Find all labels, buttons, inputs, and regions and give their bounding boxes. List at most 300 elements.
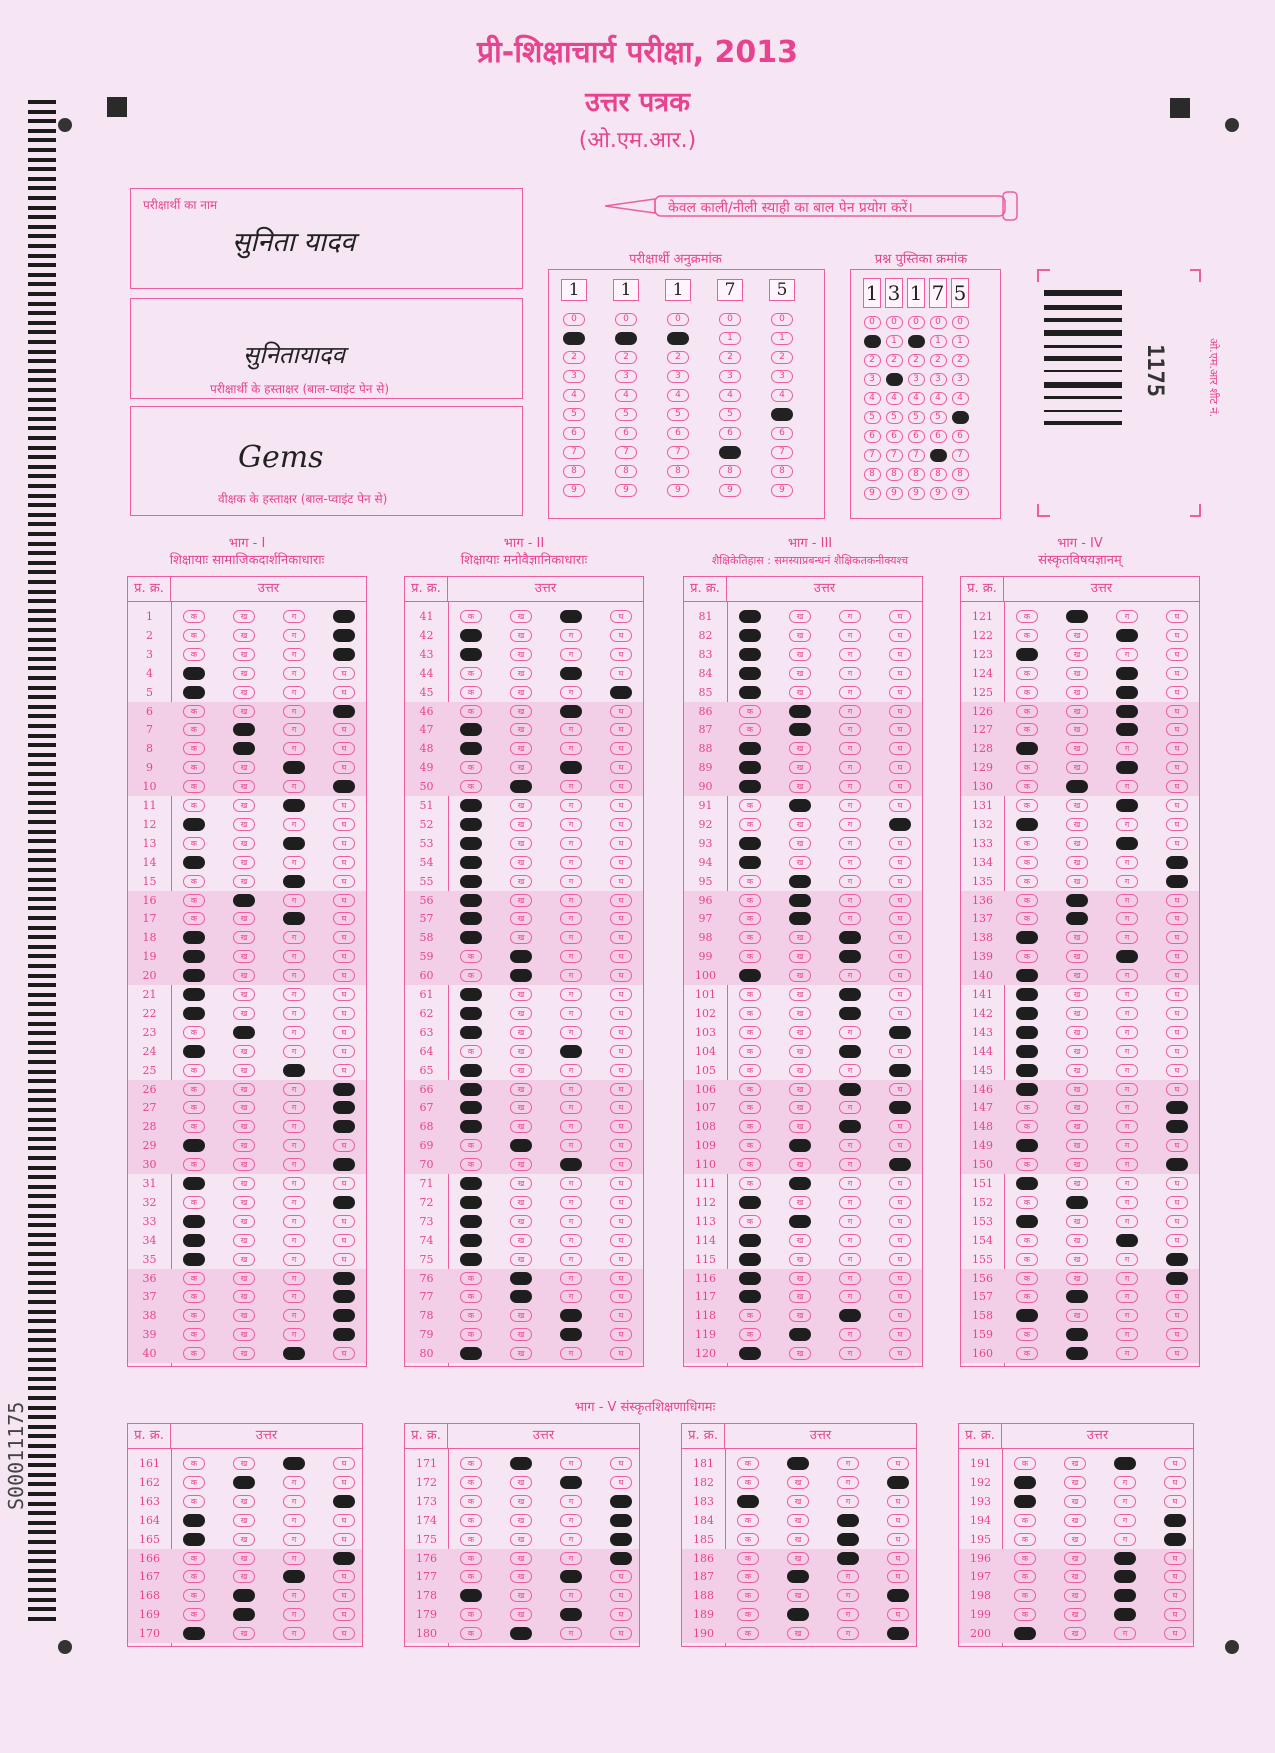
answer-row — [405, 1098, 643, 1117]
question-number: 52 — [419, 817, 434, 831]
answer-bubble — [1066, 1196, 1088, 1209]
answer-bubble: ख — [1066, 1234, 1088, 1247]
answer-bubble: घ — [1166, 1064, 1188, 1077]
digit-bubble: 8 — [864, 468, 881, 481]
answer-bubble: घ — [610, 1234, 632, 1247]
timing-mark — [28, 1348, 56, 1352]
answer-bubble: ग — [283, 1309, 305, 1322]
answer-bubble: ग — [283, 1234, 305, 1247]
answer-row — [405, 702, 643, 721]
question-number: 165 — [139, 1532, 160, 1546]
answer-bubble: घ — [610, 837, 632, 850]
question-number: 136 — [972, 893, 993, 907]
digit-bubble: 2 — [615, 351, 637, 364]
question-number: 32 — [142, 1195, 157, 1209]
answer-bubble — [889, 1158, 911, 1171]
answer-bubble — [1114, 1570, 1136, 1583]
digit-value: 5 — [769, 279, 795, 301]
answer-bubble: घ — [610, 761, 632, 774]
timing-mark — [28, 1194, 56, 1198]
timing-mark — [28, 206, 56, 210]
timing-mark — [28, 273, 56, 277]
question-number: 114 — [695, 1233, 716, 1247]
answer-bubble: ख — [1066, 761, 1088, 774]
answer-bubble: घ — [889, 1045, 911, 1058]
question-number: 172 — [416, 1475, 437, 1489]
answer-bubble: घ — [610, 969, 632, 982]
timing-mark — [28, 503, 56, 507]
answer-bubble: ख — [1066, 1309, 1088, 1322]
timing-mark — [28, 839, 56, 843]
barcode-bar — [1044, 410, 1122, 412]
answer-bubble: क — [460, 950, 482, 963]
answer-bubble: घ — [889, 1253, 911, 1266]
answer-bubble: ख — [233, 629, 255, 642]
answer-bubble — [560, 1045, 582, 1058]
timing-mark — [28, 1271, 56, 1275]
answer-bubble: ग — [560, 780, 582, 793]
question-number: 95 — [698, 874, 713, 888]
answer-bubble — [283, 1347, 305, 1360]
answer-row — [405, 758, 643, 777]
answer-bubble: ग — [560, 1215, 582, 1228]
answer-bubble: ग — [283, 705, 305, 718]
answer-row — [128, 1117, 366, 1136]
question-number: 112 — [695, 1195, 716, 1209]
digit-bubble: 4 — [908, 392, 925, 405]
answer-bubble: ग — [837, 1570, 859, 1583]
answer-bubble: ग — [839, 1158, 861, 1171]
answer-row — [959, 1567, 1193, 1586]
answer-bubble — [333, 780, 355, 793]
answer-row — [128, 739, 366, 758]
answer-bubble — [460, 1196, 482, 1209]
timing-mark — [28, 1569, 56, 1573]
answer-bubble: ख — [1064, 1457, 1086, 1470]
digit-bubble: 6 — [563, 427, 585, 440]
answer-row — [128, 1344, 366, 1363]
answer-bubble — [839, 1007, 861, 1020]
answer-row — [684, 1098, 922, 1117]
timing-mark — [28, 177, 56, 181]
answer-row — [684, 1250, 922, 1269]
answer-bubble — [510, 780, 532, 793]
timing-mark — [28, 1070, 56, 1074]
answer-bubble: घ — [610, 742, 632, 755]
answer-bubble: ग — [283, 1495, 305, 1508]
answer-bubble: क — [183, 1120, 205, 1133]
answer-bubble: ख — [789, 1347, 811, 1360]
answer-bubble: क — [460, 780, 482, 793]
question-number: 89 — [698, 761, 713, 775]
timing-mark — [28, 1550, 56, 1554]
timing-mark — [28, 897, 56, 901]
answer-row — [684, 796, 922, 815]
answer-bubble: ख — [510, 1608, 532, 1621]
answer-row — [405, 872, 643, 891]
answer-bubble: घ — [889, 1120, 911, 1133]
answer-bubble: ख — [233, 1139, 255, 1152]
answer-row — [405, 834, 643, 853]
answer-bubble: घ — [610, 1570, 632, 1583]
answer-row — [128, 1306, 366, 1325]
question-number: 153 — [972, 1214, 993, 1228]
answer-bubble: ख — [789, 1272, 811, 1285]
timing-mark — [28, 426, 56, 430]
timing-mark — [28, 369, 56, 373]
timing-mark — [28, 234, 56, 238]
answer-bubble: घ — [1166, 1007, 1188, 1020]
question-number: 49 — [419, 761, 434, 775]
question-number: 174 — [416, 1513, 437, 1527]
answer-block-header — [684, 577, 922, 602]
answer-bubble: ख — [510, 1045, 532, 1058]
digit-bubble: 5 — [719, 408, 741, 421]
answer-row — [684, 1212, 922, 1231]
timing-mark — [28, 215, 56, 219]
answer-row — [684, 1325, 922, 1344]
answer-bubble: घ — [610, 1476, 632, 1489]
timing-mark — [28, 906, 56, 910]
answer-row — [961, 985, 1199, 1004]
answer-bubble: क — [1016, 875, 1038, 888]
answer-row — [959, 1511, 1193, 1530]
answer-bubble: ख — [789, 1290, 811, 1303]
answer-row — [684, 1080, 922, 1099]
answer-bubble: ख — [233, 818, 255, 831]
timing-mark — [28, 772, 56, 776]
answer-bubble — [789, 1328, 811, 1341]
answer-bubble — [789, 875, 811, 888]
timing-mark — [28, 100, 56, 104]
answer-row — [405, 1080, 643, 1099]
answer-bubble — [183, 1533, 205, 1546]
digit-bubble: 3 — [930, 373, 947, 386]
digit-bubble: 2 — [563, 351, 585, 364]
answer-row — [128, 683, 366, 702]
answer-bubble: ग — [560, 818, 582, 831]
answer-row — [684, 1344, 922, 1363]
digit-value: 1 — [863, 278, 881, 308]
digit-bubble: 7 — [864, 449, 881, 462]
answer-bubble: घ — [610, 1272, 632, 1285]
timing-mark — [28, 820, 56, 824]
answer-bubble: घ — [889, 799, 911, 812]
question-number: 29 — [142, 1139, 157, 1153]
answer-bubble — [1166, 1253, 1188, 1266]
digit-bubble: 8 — [719, 465, 741, 478]
answer-bubble — [1016, 1083, 1038, 1096]
digit-value: 1 — [561, 279, 587, 301]
answer-bubble: ग — [839, 1290, 861, 1303]
timing-mark — [28, 935, 56, 939]
answer-row — [405, 739, 643, 758]
answer-bubble: क — [460, 705, 482, 718]
answer-row — [961, 928, 1199, 947]
timing-mark — [28, 570, 56, 574]
answer-bubble: ग — [283, 1158, 305, 1171]
answer-bubble: घ — [333, 1253, 355, 1266]
timing-mark — [28, 974, 56, 978]
answer-bubble: ख — [510, 667, 532, 680]
answer-bubble: घ — [333, 931, 355, 944]
answer-bubble — [460, 1253, 482, 1266]
answer-row — [684, 720, 922, 739]
answer-bubble: घ — [610, 1328, 632, 1341]
answer-bubble: घ — [889, 931, 911, 944]
question-number: 200 — [970, 1627, 991, 1641]
answer-bubble: क — [1014, 1608, 1036, 1621]
answer-row — [961, 1080, 1199, 1099]
question-number: 81 — [698, 610, 713, 623]
answer-bubble: ख — [789, 1120, 811, 1133]
digit-bubble: 8 — [667, 465, 689, 478]
timing-mark — [28, 580, 56, 584]
answer-bubble: ख — [1064, 1514, 1086, 1527]
answer-bubble: ग — [839, 837, 861, 850]
answer-bubble: ग — [283, 629, 305, 642]
digit-bubble: 4 — [719, 389, 741, 402]
answer-row — [405, 1454, 639, 1473]
answer-bubble: ख — [233, 761, 255, 774]
answer-bubble — [1116, 723, 1138, 736]
digit-bubble: 9 — [952, 487, 969, 500]
answer-bubble: ग — [1116, 1026, 1138, 1039]
answer-bubble — [610, 1533, 632, 1546]
timing-mark — [28, 647, 56, 651]
answer-bubble: ग — [560, 1552, 582, 1565]
question-number: 187 — [693, 1570, 714, 1584]
answer-bubble: घ — [1166, 1215, 1188, 1228]
timing-mark — [28, 1492, 56, 1496]
barcode-bar — [1044, 318, 1122, 322]
answer-bubble — [510, 969, 532, 982]
timing-mark — [28, 474, 56, 478]
answer-bubble: ख — [789, 988, 811, 1001]
answer-bubble: क — [1016, 799, 1038, 812]
answer-bubble: घ — [610, 723, 632, 736]
digit-bubble: 0 — [864, 316, 881, 329]
answer-bubble: ख — [233, 837, 255, 850]
answer-bubble: ख — [787, 1533, 809, 1546]
answer-bubble — [1116, 950, 1138, 963]
answer-bubble: ख — [233, 1514, 255, 1527]
timing-mark — [28, 1156, 56, 1160]
answer-bubble: क — [1016, 629, 1038, 642]
answer-bubble: ख — [233, 1347, 255, 1360]
timing-mark — [28, 878, 56, 882]
question-number: 173 — [416, 1494, 437, 1508]
question-number: 145 — [972, 1063, 993, 1077]
question-number: 9 — [146, 761, 153, 775]
question-number: 15 — [142, 874, 157, 888]
timing-mark — [28, 311, 56, 315]
question-number: 168 — [139, 1589, 160, 1603]
answer-bubble: क — [183, 761, 205, 774]
answer-row — [128, 645, 366, 664]
answer-bubble: घ — [887, 1514, 909, 1527]
answer-bubble: घ — [610, 894, 632, 907]
question-number: 73 — [419, 1214, 434, 1228]
answer-bubble: क — [183, 723, 205, 736]
answer-row — [684, 891, 922, 910]
answer-row — [684, 853, 922, 872]
answer-bubble: ख — [789, 667, 811, 680]
answer-row — [684, 928, 922, 947]
answer-row — [684, 1136, 922, 1155]
question-number: 43 — [419, 647, 434, 661]
answer-bubble: ग — [283, 1290, 305, 1303]
timing-mark — [28, 666, 56, 670]
question-number: 72 — [419, 1195, 434, 1209]
answer-bubble: क — [1016, 1290, 1038, 1303]
answer-bubble: ख — [1064, 1552, 1086, 1565]
timing-mark — [28, 1338, 56, 1342]
answer-bubble: क — [739, 723, 761, 736]
question-number: 135 — [972, 874, 993, 888]
answer-bubble: ख — [510, 610, 532, 623]
answer-bubble: ख — [1066, 1139, 1088, 1152]
answer-row — [405, 1174, 643, 1193]
answer-bubble: क — [1016, 1347, 1038, 1360]
answer-row — [961, 683, 1199, 702]
answer-bubble: ग — [839, 894, 861, 907]
answer-bubble: घ — [887, 1552, 909, 1565]
answer-bubble: घ — [610, 1045, 632, 1058]
timing-mark — [28, 1377, 56, 1381]
answer-bubble: घ — [610, 1026, 632, 1039]
answer-bubble — [560, 705, 582, 718]
answer-row — [128, 1061, 366, 1080]
digit-bubble: 5 — [563, 408, 585, 421]
timing-mark — [28, 1118, 56, 1122]
answer-bubble: ख — [510, 1514, 532, 1527]
digit-bubble: 1 — [930, 335, 947, 348]
answer-bubble — [183, 686, 205, 699]
question-number: 97 — [698, 912, 713, 926]
answer-bubble — [460, 648, 482, 661]
answer-bubble — [460, 1215, 482, 1228]
answer-row — [961, 645, 1199, 664]
answer-bubble: ग — [839, 1101, 861, 1114]
question-number: 115 — [695, 1252, 716, 1266]
answer-bubble: ख — [510, 1309, 532, 1322]
question-number: 128 — [972, 742, 993, 756]
answer-row — [961, 1287, 1199, 1306]
answer-bubble — [1116, 799, 1138, 812]
timing-mark — [28, 993, 56, 997]
answer-bubble — [739, 742, 761, 755]
answer-bubble: घ — [1166, 742, 1188, 755]
question-number-header: प्र. क्र. — [959, 1424, 1002, 1448]
barcode-bar — [1044, 345, 1122, 348]
timing-mark — [28, 522, 56, 526]
answer-bubble: घ — [889, 667, 911, 680]
question-number: 164 — [139, 1513, 160, 1527]
question-number: 37 — [142, 1290, 157, 1304]
answer-row — [961, 796, 1199, 815]
digit-bubble: 1 — [771, 332, 793, 345]
answer-row — [405, 1250, 643, 1269]
answer-bubble: ग — [837, 1476, 859, 1489]
answer-bubble: घ — [1166, 1347, 1188, 1360]
answer-bubble: घ — [887, 1608, 909, 1621]
answer-bubble: घ — [610, 1007, 632, 1020]
answer-row — [961, 777, 1199, 796]
answer-bubble: क — [183, 1347, 205, 1360]
timing-mark — [28, 830, 56, 834]
answer-row — [128, 891, 366, 910]
answer-row — [684, 1004, 922, 1023]
answer-bubble — [739, 780, 761, 793]
answer-bubble — [1166, 1101, 1188, 1114]
answer-bubble: ख — [510, 1196, 532, 1209]
question-number: 99 — [698, 950, 713, 964]
answer-bubble: ग — [1116, 894, 1138, 907]
answer-bubble: घ — [610, 780, 632, 793]
answer-bubble: क — [183, 1272, 205, 1285]
answer-bubble — [789, 1139, 811, 1152]
answer-bubble: ग — [1114, 1514, 1136, 1527]
answer-bubble — [460, 799, 482, 812]
answer-bubble: ख — [789, 837, 811, 850]
answer-bubble — [610, 1514, 632, 1527]
answer-bubble: घ — [610, 1589, 632, 1602]
answer-bubble: ख — [1066, 799, 1088, 812]
answer-row — [682, 1605, 916, 1624]
answer-bubble: ख — [787, 1627, 809, 1640]
answer-bubble: ख — [510, 1234, 532, 1247]
answer-bubble: घ — [333, 1234, 355, 1247]
answer-bubble: घ — [610, 1253, 632, 1266]
registration-mark — [107, 97, 127, 117]
answer-bubble: ख — [1066, 1026, 1088, 1039]
answer-bubble: ख — [789, 818, 811, 831]
digit-column — [951, 278, 969, 506]
timing-mark — [28, 225, 56, 229]
timing-mark — [28, 1559, 56, 1563]
answer-bubble: ग — [283, 1007, 305, 1020]
digit-bubble: 2 — [952, 354, 969, 367]
question-number: 96 — [698, 893, 713, 907]
answer-row — [405, 909, 643, 928]
answer-bubble — [460, 912, 482, 925]
registration-dot — [1225, 1640, 1239, 1654]
answer-bubble — [183, 1627, 205, 1640]
answer-bubble: ख — [510, 894, 532, 907]
question-number: 98 — [698, 931, 713, 945]
question-number: 117 — [695, 1290, 716, 1304]
answer-bubble: क — [460, 1309, 482, 1322]
digit-bubble: 7 — [667, 446, 689, 459]
question-number: 65 — [419, 1063, 434, 1077]
answer-bubble: क — [183, 1064, 205, 1077]
answer-bubble: ग — [560, 799, 582, 812]
question-number: 124 — [972, 666, 993, 680]
timing-mark — [28, 561, 56, 565]
answer-bubble — [560, 667, 582, 680]
answer-bubble — [889, 1026, 911, 1039]
question-number: 176 — [416, 1551, 437, 1565]
timing-mark — [28, 330, 56, 334]
digit-bubble — [719, 446, 741, 459]
answer-bubble — [839, 1309, 861, 1322]
question-number: 193 — [970, 1494, 991, 1508]
digit-bubble — [952, 411, 969, 424]
timing-mark — [28, 465, 56, 469]
roll-number-title: परीक्षार्थी अनुक्रमांक — [629, 252, 722, 267]
question-number: 141 — [972, 988, 993, 1001]
